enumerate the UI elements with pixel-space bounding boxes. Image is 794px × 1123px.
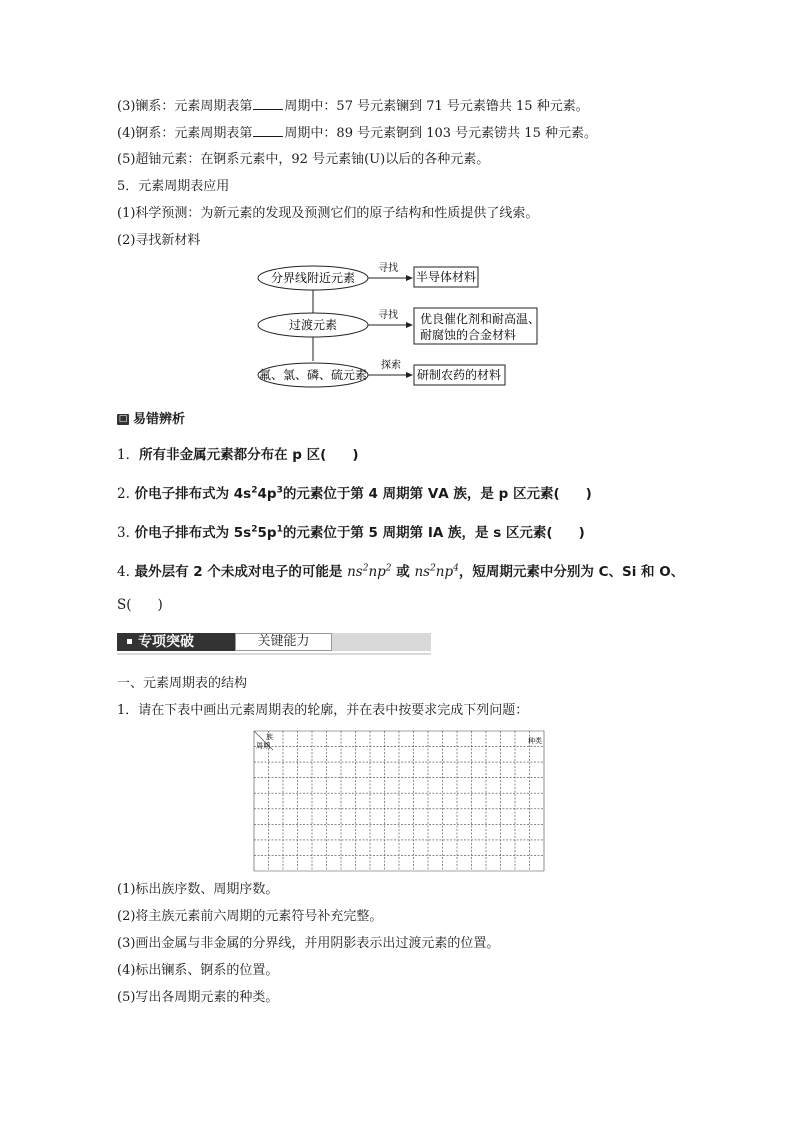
target-label: 半导体材料 [415,270,477,284]
square-icon [127,639,132,644]
arrow-label: 寻找 [378,310,398,321]
error-item-4: 4. 最外层有 2 个未成对电子的可能是 $ns^2np^2$ 或 $ns^2np^4$，短周期元素中分别为 C、Si 和 O、 [117,563,685,580]
application-title: 5．元素周期表应用 [117,179,230,194]
node-label: 分界线附近元素 [270,271,356,285]
lanthanide-line: (3)镧系：元素周期表第 周期中：57 号元素镧到 71 号元素镥共 15 种元素。 [117,99,589,114]
error-analysis-title: □ 易错辨析 [118,412,186,427]
step-5: (5)写出各周期元素的种类。 [117,990,279,1005]
grid-lines [254,731,544,871]
section-header [117,633,431,655]
part-one-task: 1．请在下表中画出元素周期表的轮廓，并在表中按要求完成下列问题： [117,703,529,718]
target-label: 研制农药的材料 [416,368,502,382]
application-item-2: (2)寻找新材料 [117,233,201,248]
node-label: 氟、氯、磷、硫元素 [258,368,368,382]
arrow-head [406,322,413,328]
grid-corner-period: 周期 [256,742,270,750]
step-2: (2)将主族元素前六周期的元素符号补充完整。 [117,909,383,924]
section-title: 专项突破 [117,633,235,651]
actinide-line: (4)锕系：元素周期表第 周期中：89 号元素锕到 103 号元素铹共 15 种元素。 [117,126,597,141]
bookmark-icon: □ [118,414,128,424]
error-item-3: 3. 价电子排布式为 $5s^25p^1$的元素位于第 5 周期第 ⅠA 族，是 s 区元素( ) [117,524,585,541]
node-label: 过渡元素 [288,318,338,332]
grid-kind-header: 种类 [528,737,542,745]
arrow-label: 寻找 [378,263,398,274]
application-item-1: (1)科学预测：为新元素的发现及预测它们的原子结构和性质提供了线索。 [117,206,539,221]
arrow-head [406,372,413,378]
error-item-4-cont: S( ) [117,597,163,613]
error-item-2: 2. 价电子排布式为 $4s^24p^3$的元素位于第 4 周期第 ⅤA 族，是 p 区元素( ) [117,485,592,502]
periodic-table-grid[interactable] [253,730,545,872]
materials-diagram [255,258,555,394]
fill-blank[interactable] [253,97,283,110]
grid-corner-group: 族 [266,733,273,741]
target-label: 优良催化剂和耐高温、 [420,312,541,326]
step-3: (3)画出金属与非金属的分界线，并用阴影表示出过渡元素的位置。 [117,936,500,951]
arrow-head [406,275,413,281]
fill-blank[interactable] [253,124,283,137]
arrow-label: 探索 [381,360,401,371]
target-label: 耐腐蚀的合金材料 [420,328,517,342]
section-subtitle: 关键能力 [235,633,332,651]
step-4: (4)标出镧系、锕系的位置。 [117,963,279,978]
part-one-heading: 一、元素周期表的结构 [117,676,248,691]
transuranic-line: (5)超铀元素：在锕系元素中，92 号元素铀(U)以后的各种元素。 [117,152,490,167]
error-item-1: 1．所有非金属元素都分布在 p 区( ) [117,447,359,463]
step-1: (1)标出族序数、周期序数。 [117,882,279,897]
